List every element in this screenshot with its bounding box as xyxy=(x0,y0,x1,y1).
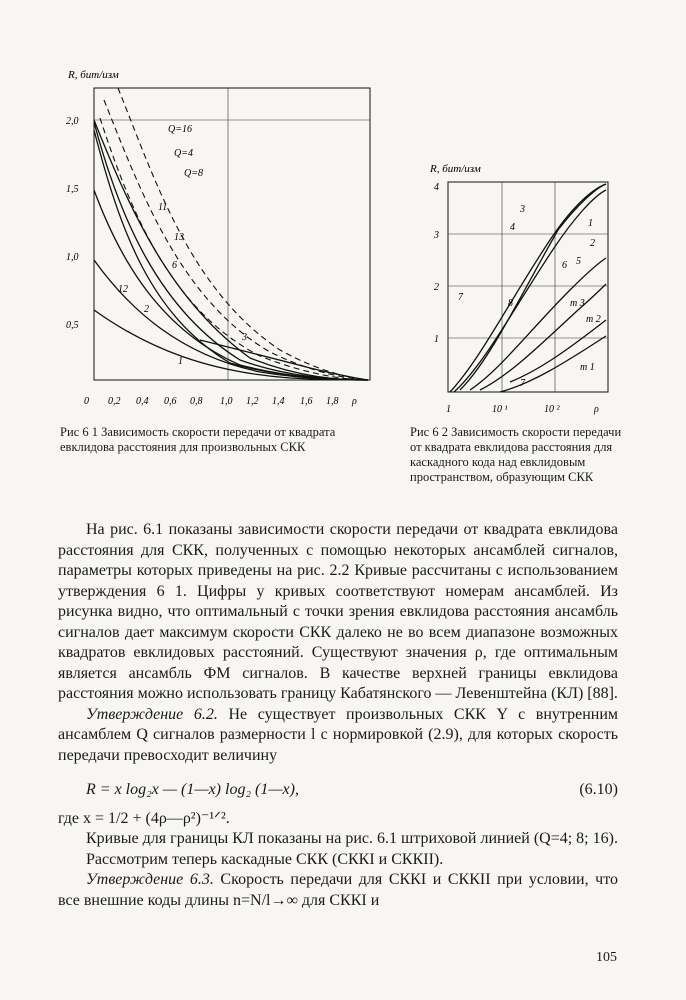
curve-label: 6 xyxy=(562,260,567,271)
curve-label: 5 xyxy=(576,256,581,267)
x-tick: ρ xyxy=(594,404,599,415)
x-tick: 1 xyxy=(446,404,451,415)
statement-text: Не существует произвольных СКК Y с внутренним ансамблем Q сигналов размерности l с нормировкой (2.9), для которых скорость передачи превосходит величину xyxy=(58,705,619,764)
body-text xyxy=(58,520,618,911)
x-tick: 10 ² xyxy=(544,404,560,415)
curve-label: m 3 xyxy=(570,298,585,309)
paragraph xyxy=(58,705,618,767)
curve-label: 12 xyxy=(118,284,128,295)
y-tick: 0,5 xyxy=(66,320,79,331)
statement-label: Утверждение 6.3. xyxy=(86,871,214,888)
figure-2-caption: Рис 6 2 Зависимость скорости передачи от квадрата евклидова расстояния для каскадного кода над евклидовым пространством, образующим СКК xyxy=(410,425,622,484)
curve-q4 xyxy=(100,118,368,380)
figure-2-ylabel: R, бит/изм xyxy=(430,163,481,175)
curve-label: 2 xyxy=(590,238,595,249)
statement-label: Утверждение 6.2. xyxy=(86,705,218,723)
curve-label: 3 xyxy=(520,204,525,215)
curve-label: Q=8 xyxy=(184,168,203,179)
x-tick: 1,4 xyxy=(272,396,285,407)
curve-label: 6 xyxy=(172,260,177,271)
curve-q8 xyxy=(104,100,368,380)
curve-label: 3 xyxy=(242,332,247,343)
curve-1 xyxy=(94,310,368,380)
y-tick: 2 xyxy=(434,282,439,293)
curve-label: m 2 xyxy=(586,314,601,325)
curve-label: 11 xyxy=(158,202,168,213)
x-tick: ρ xyxy=(352,396,357,407)
x-tick: 1,2 xyxy=(246,396,259,407)
curve-label: 1 xyxy=(588,218,593,229)
x-tick: 1,6 xyxy=(300,396,313,407)
y-tick: 2,0 xyxy=(66,116,79,127)
curve-12 xyxy=(94,190,368,380)
x-tick: 0,8 xyxy=(190,396,203,407)
y-tick: 1,5 xyxy=(66,184,79,195)
figure-2 xyxy=(410,160,610,420)
formula-row xyxy=(86,780,618,801)
formula: R = x log₂x — (1—x) log₂ (1—x), xyxy=(86,781,299,798)
formula-number: (6.10) xyxy=(579,781,618,798)
curve-label: 2 xyxy=(144,304,149,315)
x-tick: 0,6 xyxy=(164,396,177,407)
figure-2-frame xyxy=(448,182,608,392)
curve-label: m 1 xyxy=(580,362,595,373)
paragraph: где x = 1/2 + (4ρ—ρ²)⁻¹ᐟ². xyxy=(58,809,230,827)
x-tick: 0,2 xyxy=(108,396,121,407)
curve-label: 1 xyxy=(178,356,183,367)
x-tick: 1,8 xyxy=(326,396,339,407)
curve-label: 13 xyxy=(174,232,184,243)
figure-1-caption: Рис 6 1 Зависимость скорости передачи от квадрата евклидова расстояния для произвольных СКК xyxy=(60,425,336,454)
y-tick: 1 xyxy=(434,334,439,345)
y-tick: 3 xyxy=(434,230,439,241)
curve-13 xyxy=(94,122,368,380)
figure-1-ylabel: R, бит/изм xyxy=(68,69,119,81)
statement-text: Скорость передачи для СККI и СККII при условии, что все внешние коды длины n=N/l→∞ для СККI и xyxy=(58,871,619,909)
curve-label: 8 xyxy=(508,298,513,309)
curve-label: Q=4 xyxy=(174,148,193,159)
curve-label: 7 xyxy=(520,378,525,389)
x-tick: 0,4 xyxy=(136,396,149,407)
curve-2 xyxy=(94,260,368,380)
curve-11 xyxy=(94,120,368,380)
y-tick: 4 xyxy=(434,182,439,193)
figure-2-plot xyxy=(410,160,610,420)
paragraph: Рассмотрим теперь каскадные СКК (СККI и СККII). xyxy=(86,850,444,868)
paragraph xyxy=(58,870,618,911)
curve-label: 7 xyxy=(458,292,463,303)
curve-label: Q=16 xyxy=(168,124,192,135)
x-tick: 0 xyxy=(84,396,89,407)
paragraph: Кривые для границы КЛ показаны на рис. 6.1 штриховой линией (Q=4; 8; 16). xyxy=(86,830,618,847)
page-number: 105 xyxy=(596,950,617,965)
curve-label: 4 xyxy=(510,222,515,233)
paragraph: На рис. 6.1 показаны зависимости скорости передачи от квадрата евклидова расстояния для СКК, полученных с помощью некоторых ансамблей сигналов, параметры которых приведены на рис. 2.2 Кривые рассчитаны с использованием утверждения 6 1. Цифры у кривых соответствуют номерам ансамблей. Из рисунка видно, что оптимальный с точки зрения евклидова расстояния ансамбль сигналов дает максимум скорости СКК далеко не во всем диапазоне возможных квадратов евклидовых расстояний. Существуют значения ρ, где оптимальным является ансамбль ФМ сигналов. В качестве верхней границы евклидова расстояния можно использовать границу Кабатянского — Левенштейна (КЛ) [88]. xyxy=(58,521,618,702)
figure-1 xyxy=(60,60,380,420)
figure-1-plot xyxy=(60,60,380,420)
x-tick: 10 ¹ xyxy=(492,404,508,415)
x-tick: 1,0 xyxy=(220,396,233,407)
y-tick: 1,0 xyxy=(66,252,79,263)
